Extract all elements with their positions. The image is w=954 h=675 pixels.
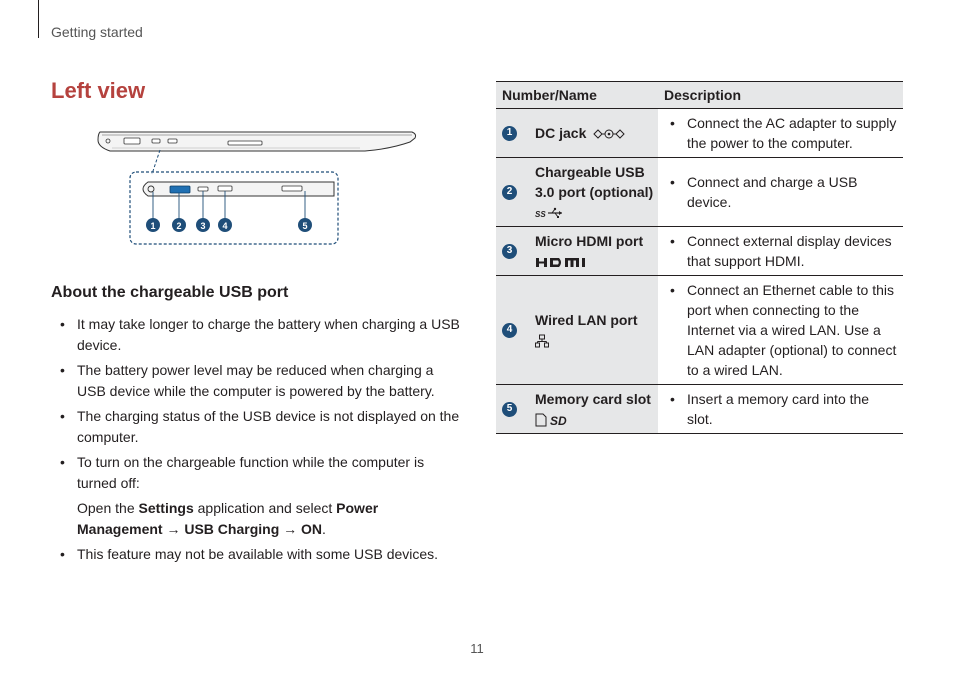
port-name: Wired LAN port [535, 312, 638, 328]
callout-3 [196, 218, 210, 232]
svg-text:2: 2 [176, 221, 182, 231]
usb-ss-icon [535, 207, 565, 219]
column-header-description: Description [658, 82, 903, 109]
page-number: 11 [470, 641, 484, 656]
laptop-left-view-figure [90, 122, 435, 252]
table-row: 5 Memory card slot SD • Insert a memory card into the slot. [496, 385, 903, 434]
list-item: • The charging status of the USB device is not displayed on the computer. [60, 408, 460, 445]
table-row: 2 Chargeable USB 3.0 port (optional) SS • Connect and charge a USB device. [496, 158, 903, 227]
settings-instruction: Open the Settings application and select Power Management → USB Charging → ON. [77, 500, 379, 537]
table-row: 1 DC jack • Connect the AC adapter to supply the power to the computer. [496, 109, 903, 158]
svg-text:SS: SS [535, 210, 546, 220]
svg-text:SD: SD [550, 414, 567, 428]
table-row: 3 Micro HDMI port • Connect external display devices that support HDMI. [496, 227, 903, 276]
breadcrumb: Getting started [51, 24, 143, 40]
svg-text:1: 1 [150, 221, 156, 231]
callout-1 [146, 218, 160, 232]
lan-network-icon [535, 334, 549, 348]
list-item: • To turn on the chargeable function while the computer is turned off: Open the Settings application and select Power Management → USB Charging → ON. [60, 452, 462, 540]
svg-text:4: 4 [222, 221, 228, 231]
callout-badge: 2 [502, 185, 517, 200]
callout-2 [172, 218, 186, 232]
sd-card-icon [535, 413, 581, 427]
callout-badge: 4 [502, 323, 517, 338]
section-title: Left view [51, 78, 146, 103]
list-item: • The battery power level may be reduced when charging a USB device while the computer is powered by the battery. [60, 362, 435, 399]
callout-badge: 1 [502, 126, 517, 141]
list-item: • This feature may not be available with some USB devices. [60, 546, 439, 562]
port-name: Micro HDMI port [535, 233, 644, 249]
callout-badge: 3 [502, 244, 517, 259]
port-name: Chargeable USB 3.0 port (optional) [535, 164, 654, 200]
page-margin-rule [38, 0, 39, 38]
callout-4 [218, 218, 232, 232]
svg-text:3: 3 [200, 221, 206, 231]
port-name: Memory card slot [535, 391, 651, 407]
svg-text:5: 5 [302, 221, 308, 231]
about-chargeable-usb-heading: About the chargeable USB port [51, 284, 289, 301]
table-row: 4 Wired LAN port • Connect an Ethernet cable to this port when connecting to the Internet via a wired LAN. Use a LAN adapter (optional) to connect to a wired LAN. [496, 276, 903, 385]
callout-5 [298, 218, 312, 232]
column-header-number-name: Number/Name [496, 82, 658, 109]
about-bullet-list [60, 314, 462, 569]
callout-badge: 5 [502, 402, 517, 417]
port-name: DC jack [535, 125, 587, 141]
hdmi-logo-icon [535, 256, 591, 268]
dc-polarity-icon [590, 128, 628, 140]
ports-table [496, 81, 903, 434]
list-item: • It may take longer to charge the battery when charging a USB device. [60, 316, 460, 353]
